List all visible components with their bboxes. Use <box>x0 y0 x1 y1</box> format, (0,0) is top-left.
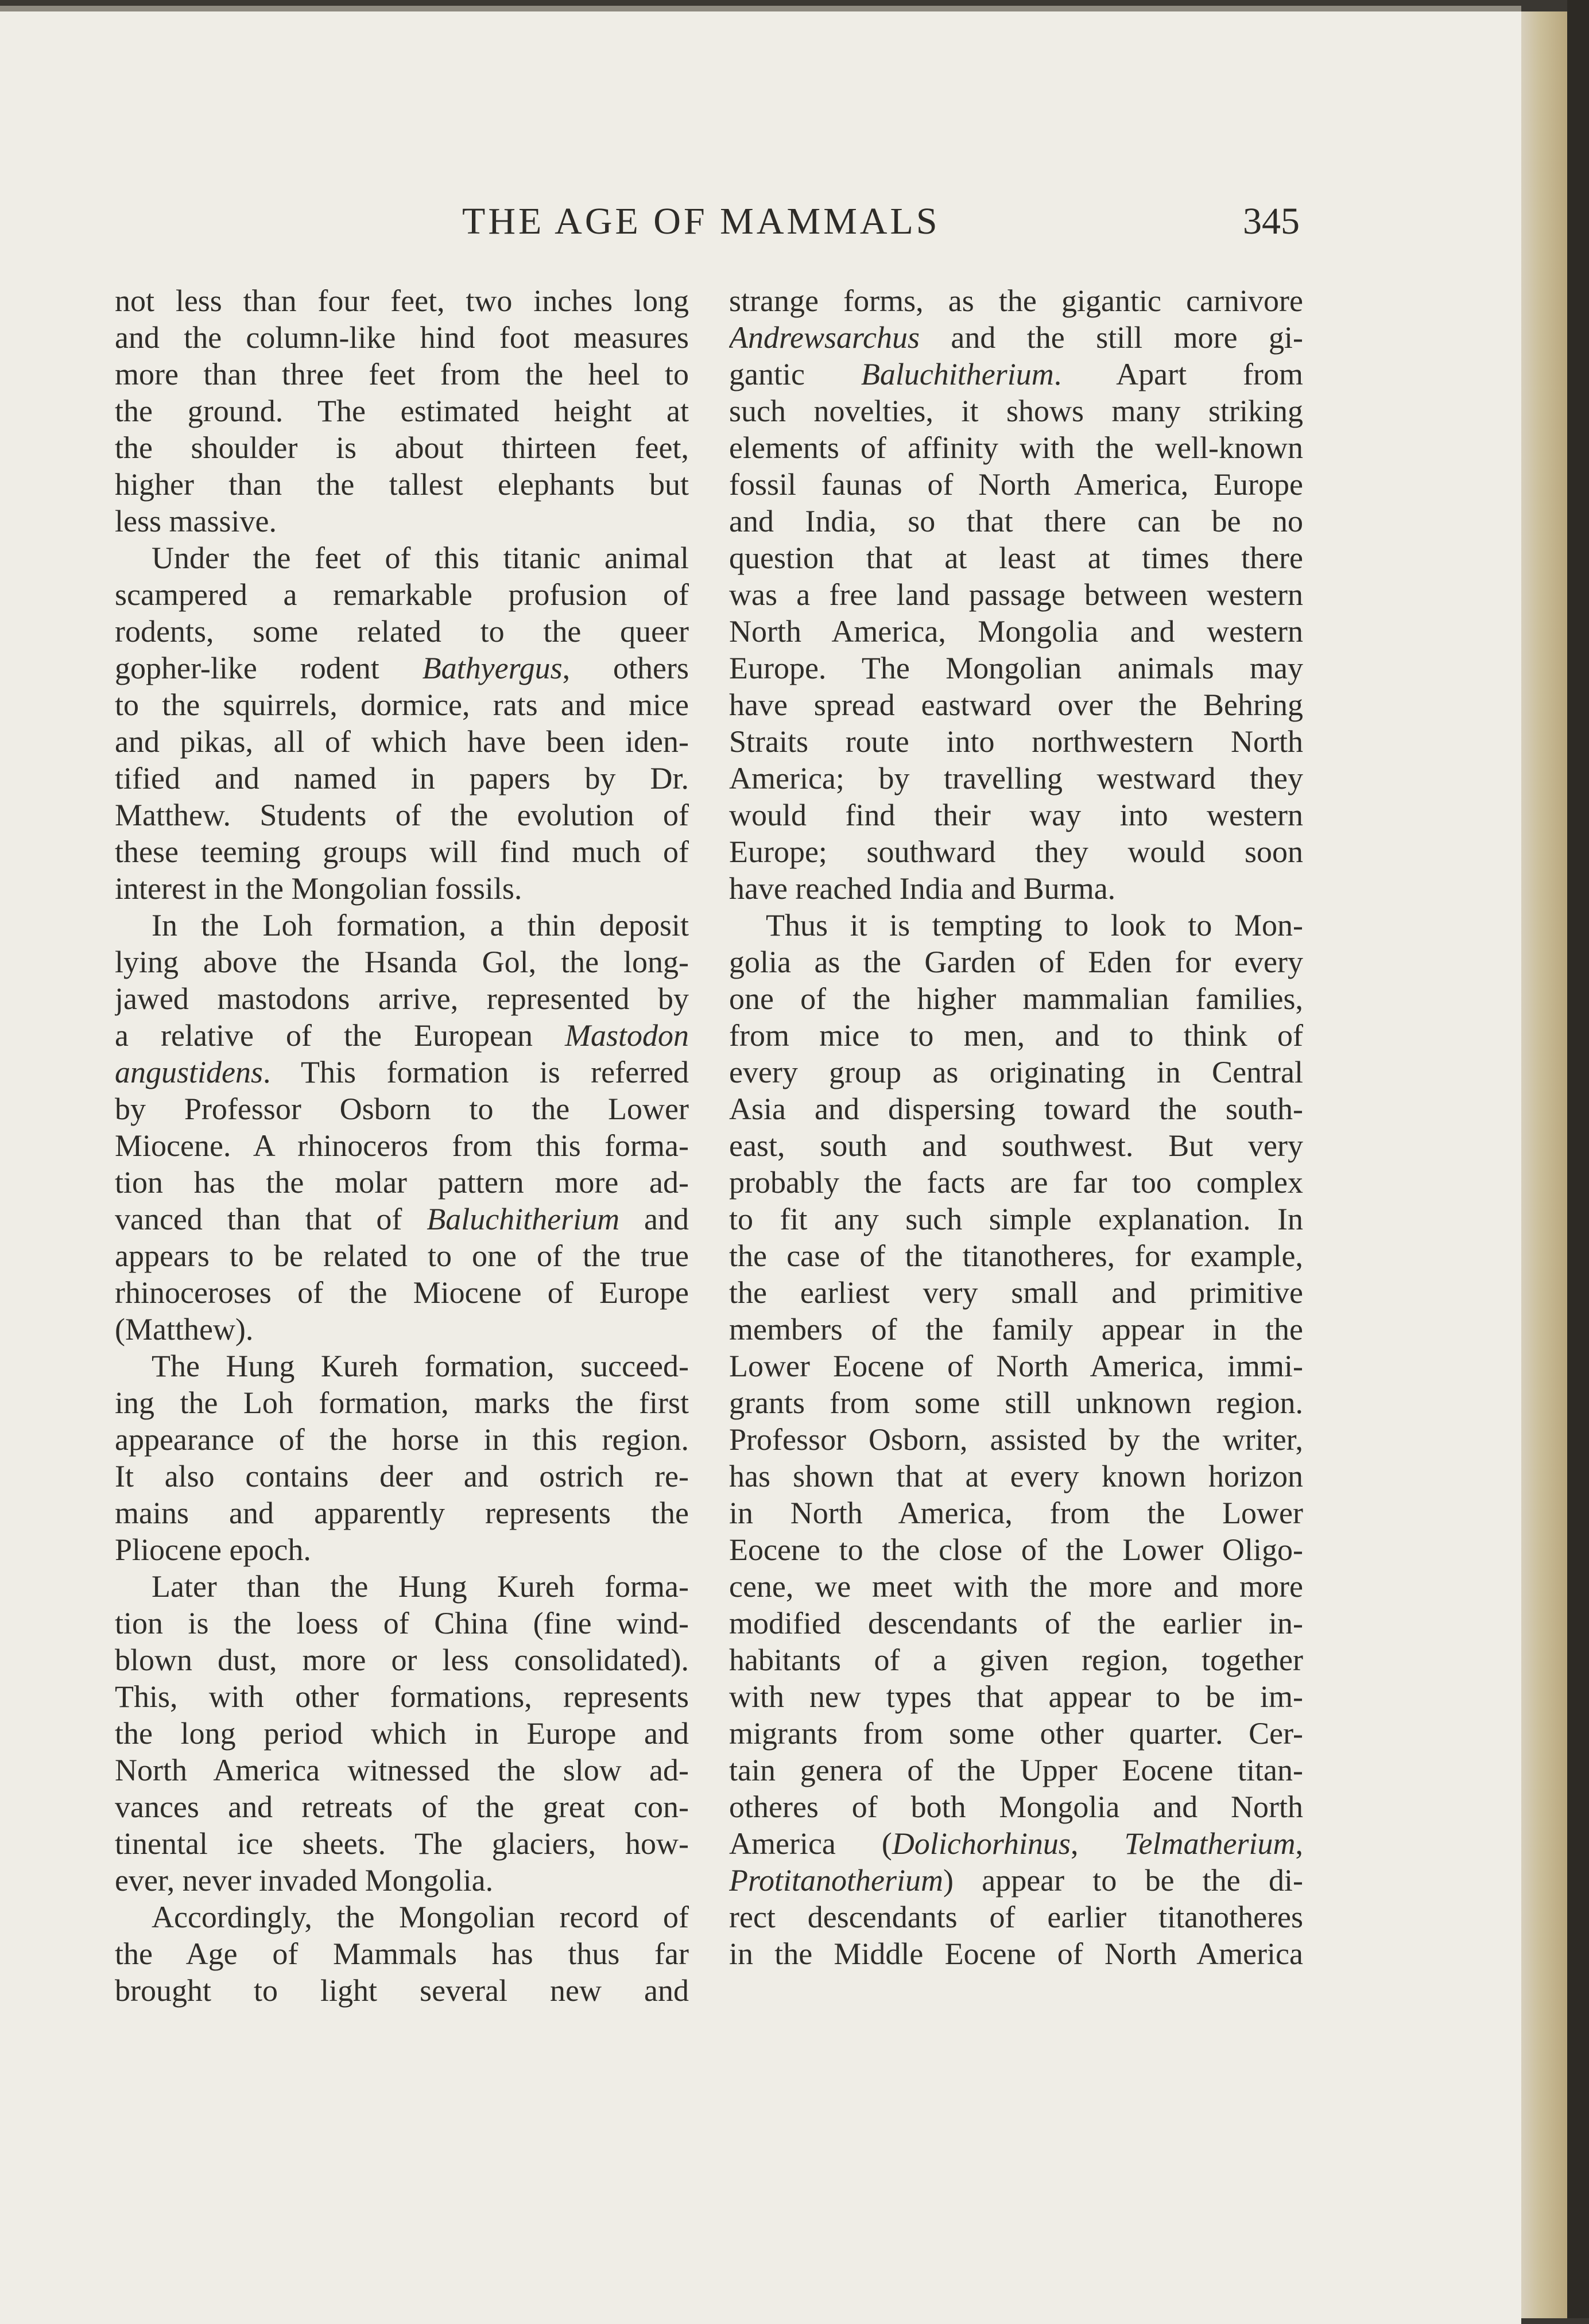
text-line: appearance of the horse in this region. <box>115 1422 689 1457</box>
text-line: to fit any such simple explanation. In <box>729 1202 1303 1236</box>
text-line: Andrewsarchus and the still more gi- <box>729 320 1303 355</box>
text-line: Later than the Hung Kureh forma- <box>152 1569 689 1604</box>
text-line: America (Dolichorhinus, Telmatherium, <box>729 1826 1303 1861</box>
text-line: In the Loh formation, a thin deposit <box>152 908 689 942</box>
text-line: Europe; southward they would soon <box>729 835 1303 869</box>
text-line: ing the Loh formation, marks the first <box>115 1386 689 1420</box>
text-line: question that at least at times there <box>729 541 1303 575</box>
text-line: has shown that at every known horizon <box>729 1459 1303 1493</box>
text-line: habitants of a given region, together <box>729 1643 1303 1677</box>
text-line: brought to light several new and <box>115 1973 689 2008</box>
text-line: It also contains deer and ostrich re- <box>115 1459 689 1493</box>
text-line: have spread eastward over the Behring <box>729 688 1303 722</box>
text-line: (Matthew). <box>115 1312 254 1347</box>
page-stack-edge <box>1521 11 1567 2318</box>
text-line: scampered a remarkable profusion of <box>115 577 689 612</box>
text-line: angustidens. This formation is referred <box>115 1055 689 1089</box>
text-line: Europe. The Mongolian animals may <box>729 651 1303 685</box>
text-line: Lower Eocene of North America, immi- <box>729 1349 1303 1383</box>
running-head: THE AGE OF MAMMALS <box>462 200 940 242</box>
text-line: America; by travelling westward they <box>729 761 1303 796</box>
text-line: interest in the Mongolian fossils. <box>115 871 522 906</box>
text-line: and pikas, all of which have been iden- <box>115 724 689 759</box>
text-line: such novelties, it shows many striking <box>729 394 1303 428</box>
text-line: gantic Baluchitherium. Apart from <box>729 357 1303 391</box>
text-line: these teeming groups will find much of <box>115 835 689 869</box>
text-line: and the column-like hind foot measures <box>115 320 689 355</box>
text-line: elements of affinity with the well-known <box>729 430 1303 465</box>
text-line: Miocene. A rhinoceros from this forma- <box>115 1128 689 1163</box>
left-column <box>115 282 689 2009</box>
text-line: This, with other formations, represents <box>115 1679 689 1714</box>
text-line: would find their way into western <box>729 798 1303 832</box>
page-number: 345 <box>1243 200 1300 242</box>
text-line: Under the feet of this titanic animal <box>152 541 689 575</box>
text-line: from mice to men, and to think of <box>729 1018 1303 1053</box>
text-line: North America, Mongolia and western <box>729 614 1303 649</box>
text-line: tion is the loess of China (fine wind- <box>115 1606 689 1640</box>
text-line: the Age of Mammals has thus far <box>115 1937 689 1971</box>
text-line: otheres of both Mongolia and North <box>729 1790 1303 1824</box>
text-line: with new types that appear to be im- <box>729 1679 1303 1714</box>
text-line: golia as the Garden of Eden for every <box>729 945 1303 979</box>
text-line: by Professor Osborn to the Lower <box>115 1092 689 1126</box>
text-line: Professor Osborn, assisted by the writer, <box>729 1422 1303 1457</box>
text-line: tified and named in papers by Dr. <box>115 761 689 796</box>
text-line: ever, never invaded Mongolia. <box>115 1863 494 1898</box>
text-line: jawed mastodons arrive, represented by <box>115 981 689 1016</box>
text-line: the ground. The estimated height at <box>115 394 689 428</box>
text-line: modified descendants of the earlier in- <box>729 1606 1303 1640</box>
text-line: not less than four feet, two inches long <box>115 284 689 318</box>
text-line: a relative of the European Mastodon <box>115 1018 689 1053</box>
text-line: one of the higher mammalian families, <box>729 981 1303 1016</box>
text-line: the case of the titanotheres, for example, <box>729 1239 1303 1273</box>
text-line: east, south and southwest. But very <box>729 1128 1303 1163</box>
right-column <box>729 282 1303 1972</box>
text-line: was a free land passage between western <box>729 577 1303 612</box>
text-line: vanced than that of Baluchitherium and <box>115 1202 689 1236</box>
text-line: the long period which in Europe and <box>115 1716 689 1751</box>
text-line: cene, we meet with the more and more <box>729 1569 1303 1604</box>
text-line: The Hung Kureh formation, succeed- <box>152 1349 689 1383</box>
text-line: the earliest very small and primitive <box>729 1275 1303 1310</box>
book-binding-shadow <box>1567 0 1589 2318</box>
text-line: members of the family appear in the <box>729 1312 1303 1347</box>
text-line: in North America, from the Lower <box>729 1496 1303 1530</box>
text-line: fossil faunas of North America, Europe <box>729 467 1303 502</box>
text-line: Protitanotherium) appear to be the di- <box>729 1863 1303 1898</box>
text-line: every group as originating in Central <box>729 1055 1303 1089</box>
text-line: to the squirrels, dormice, rats and mice <box>115 688 689 722</box>
text-line: lying above the Hsanda Gol, the long- <box>115 945 689 979</box>
text-line: tion has the molar pattern more ad- <box>115 1165 689 1200</box>
text-line: more than three feet from the heel to <box>115 357 689 391</box>
text-line: have reached India and Burma. <box>729 871 1116 906</box>
text-line: Asia and dispersing toward the south- <box>729 1092 1303 1126</box>
text-line: tain genera of the Upper Eocene titan- <box>729 1753 1303 1787</box>
text-line: Pliocene epoch. <box>115 1532 311 1567</box>
text-line: mains and apparently represents the <box>115 1496 689 1530</box>
text-line: Accordingly, the Mongolian record of <box>152 1900 689 1934</box>
text-line: grants from some still unknown region. <box>729 1386 1303 1420</box>
text-line: rhinoceroses of the Miocene of Europe <box>115 1275 689 1310</box>
text-line: North America witnessed the slow ad- <box>115 1753 689 1787</box>
text-line: vances and retreats of the great con- <box>115 1790 689 1824</box>
text-line: higher than the tallest elephants but <box>115 467 689 502</box>
text-line: Eocene to the close of the Lower Oligo- <box>729 1532 1303 1567</box>
text-line: strange forms, as the gigantic carnivore <box>729 284 1303 318</box>
text-line: rect descendants of earlier titanotheres <box>729 1900 1303 1934</box>
text-line: appears to be related to one of the true <box>115 1239 689 1273</box>
text-line: tinental ice sheets. The glaciers, how- <box>115 1826 689 1861</box>
text-line: Matthew. Students of the evolution of <box>115 798 689 832</box>
text-line: Straits route into northwestern North <box>729 724 1303 759</box>
text-line: gopher-like rodent Bathyergus, others <box>115 651 689 685</box>
text-line: less massive. <box>115 504 277 538</box>
text-line: and India, so that there can be no <box>729 504 1303 538</box>
text-line: migrants from some other quarter. Cer- <box>729 1716 1303 1751</box>
text-line: blown dust, more or less consolidated). <box>115 1643 689 1677</box>
text-line: probably the facts are far too complex <box>729 1165 1303 1200</box>
text-line: rodents, some related to the queer <box>115 614 689 649</box>
text-line: in the Middle Eocene of North America <box>729 1937 1303 1971</box>
text-line: the shoulder is about thirteen feet, <box>115 430 689 465</box>
text-line: Thus it is tempting to look to Mon- <box>766 908 1303 942</box>
